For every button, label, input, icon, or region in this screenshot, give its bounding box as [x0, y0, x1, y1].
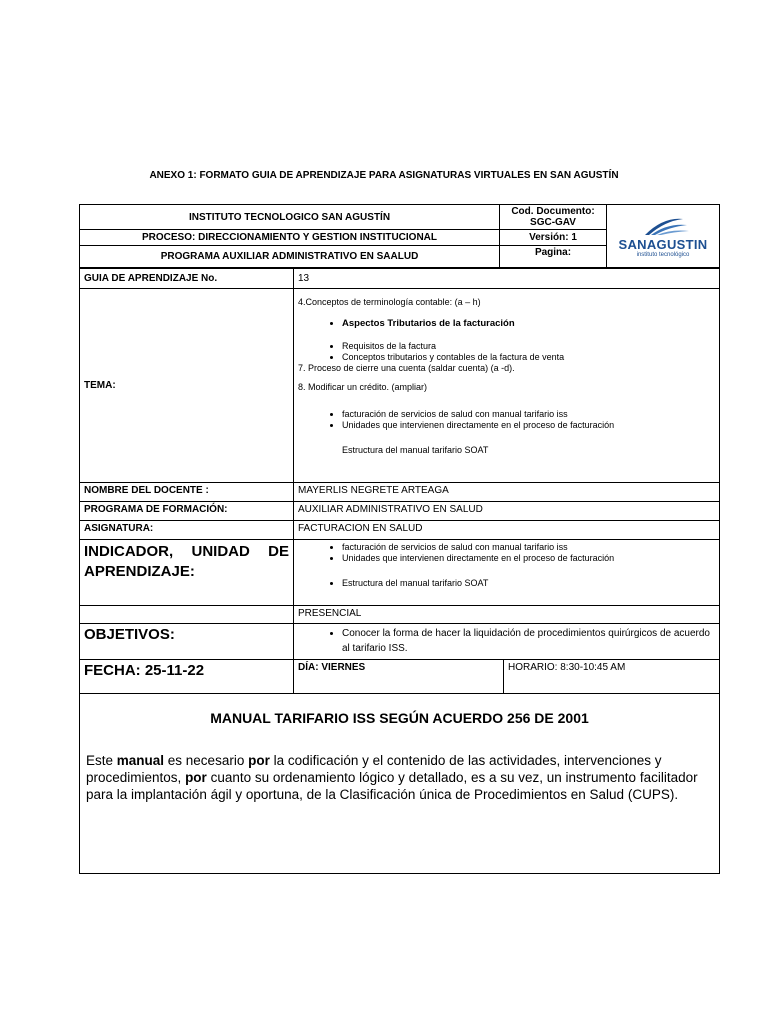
manual-bold: por — [185, 770, 207, 785]
tema-content — [294, 289, 720, 483]
manual-title: MANUAL TARIFARIO ISS SEGÚN ACUERDO 256 DE 2001 — [210, 710, 589, 726]
list-item: • Requisitos de la factura — [342, 341, 715, 352]
dia-value: DÍA: VIERNES — [294, 660, 504, 694]
list-item: • facturación de servicios de salud con manual tarifario iss — [342, 409, 715, 420]
objetivos-label: OBJETIVOS: — [80, 624, 294, 660]
modalidad-blank — [80, 606, 294, 624]
doc-code-cell — [500, 205, 607, 230]
guide-number-label: GUIA DE APRENDIZAJE No. — [80, 269, 294, 289]
list-item: • Unidades que intervienen directamente en el proceso de facturación — [342, 420, 715, 431]
manual-section — [80, 694, 720, 874]
logo-tagline: instituto tecnológico — [636, 251, 690, 258]
logo — [610, 215, 716, 258]
docente-value: MAYERLIS NEGRETE ARTEAGA — [294, 483, 720, 502]
docente-label: NOMBRE DEL DOCENTE : — [80, 483, 294, 502]
doc-code-label: Cod. Documento: — [511, 206, 595, 217]
tema-line-3: 8. Modificar un crédito. (ampliar) — [298, 382, 428, 392]
list-item: • Conceptos tributarios y contables de la factura de venta — [342, 352, 715, 363]
program-name: PROGRAMA AUXILIAR ADMINISTRATIVO EN SAALUD — [80, 246, 500, 268]
tema-line-2: 7. Proceso de cierre una cuenta (saldar cuenta) (a -d). — [298, 363, 515, 373]
page-label: Pagina: — [500, 246, 607, 268]
guide-number: 13 — [294, 269, 720, 289]
version: Versión: 1 — [500, 230, 607, 246]
doc-code: SGC-GAV — [530, 217, 576, 228]
fecha-label: FECHA: 25-11-22 — [80, 660, 294, 694]
asignatura-value: FACTURACION EN SALUD — [294, 521, 720, 540]
manual-text: la codificación y el contenido de las actividades, intervenciones y procedimientos, — [86, 753, 662, 785]
logo-cell — [607, 205, 720, 268]
manual-text: es necesario — [164, 753, 249, 768]
manual-text: Este — [86, 753, 117, 768]
tema-bullet-bold: • Aspectos Tributarios de la facturación — [342, 318, 715, 329]
logo-name: SANAGUSTIN — [618, 236, 708, 252]
list-item: • facturación de servicios de salud con manual tarifario iss — [342, 542, 715, 553]
list-item: • Unidades que intervienen directamente en el proceso de facturación — [342, 553, 715, 564]
objetivos-content — [294, 624, 720, 660]
programa-value: AUXILIAR ADMINISTRATIVO EN SALUD — [294, 502, 720, 521]
tema-line-1: 4.Conceptos de terminología contable: (a – h) — [298, 297, 481, 307]
manual-bold: manual — [116, 753, 165, 768]
guide-table — [79, 268, 720, 874]
annex-title: ANEXO 1: FORMATO GUIA DE APRENDIZAJE PARA ASIGNATURAS VIRTUALES EN SAN AGUSTÍN — [149, 170, 619, 181]
logo-icon — [633, 215, 693, 237]
indicador-label: INDICADOR, UNIDAD DE APRENDIZAJE: — [80, 540, 294, 606]
manual-bold: por — [248, 753, 270, 768]
manual-text: cuanto su ordenamiento lógico y detallado, es a su vez, un instrumento facilitador para la implantación ágil y oportuna, de la Clasificación única de Procedimientos en Salud (CUPS). — [86, 770, 698, 802]
list-item: • Estructura del manual tarifario SOAT — [342, 578, 715, 589]
tema-label: TEMA: — [80, 289, 294, 483]
process-name: PROCESO: DIRECCIONAMIENTO Y GESTION INSTITUCIONAL — [80, 230, 500, 246]
list-item: • Conocer la forma de hacer la liquidación de procedimientos quirúrgicos de acuerdo al tarifario ISS. — [342, 626, 715, 656]
manual-paragraph — [86, 752, 713, 803]
institute-name: INSTITUTO TECNOLOGICO SAN AGUSTÍN — [80, 205, 500, 230]
modalidad-value: PRESENCIAL — [294, 606, 720, 624]
tema-line-4: Estructura del manual tarifario SOAT — [342, 445, 489, 455]
header-table — [79, 204, 720, 268]
indicador-content — [294, 540, 720, 606]
programa-label: PROGRAMA DE FORMACIÓN: — [80, 502, 294, 521]
horario-value: HORARIO: 8:30-10:45 AM — [504, 660, 720, 694]
asignatura-label: ASIGNATURA: — [80, 521, 294, 540]
